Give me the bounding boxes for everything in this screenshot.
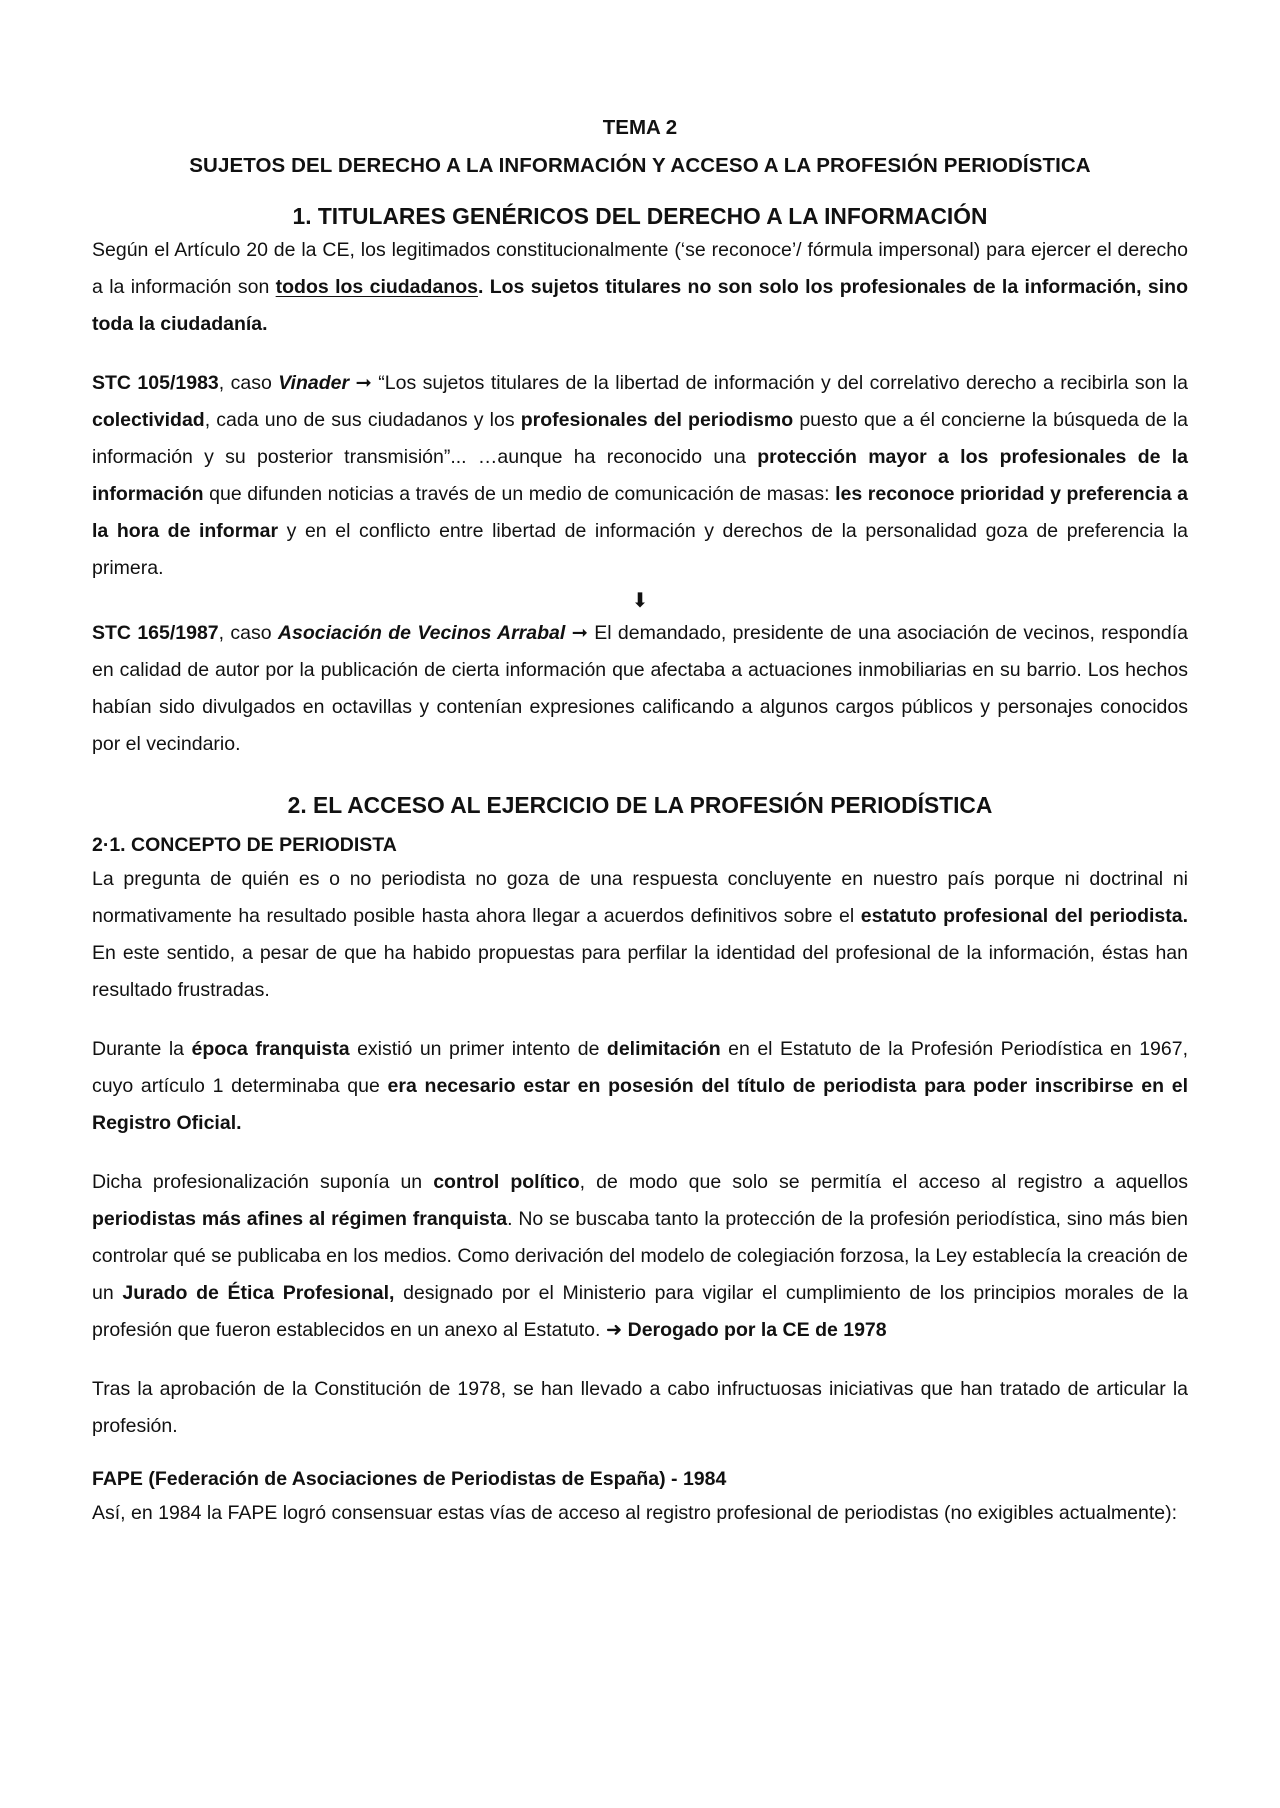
- paragraph-constitucion-1978: Tras la aprobación de la Constitución de 1978, se han llevado a cabo infructuosas iniciativas que han tratado de articular la profesión.: [92, 1378, 1188, 1437]
- case-reference: STC 165/1987: [92, 622, 219, 644]
- section-2-1-heading: 2·1. CONCEPTO DE PERIODISTA: [92, 834, 397, 856]
- document-title: TEMA 2: [602, 116, 678, 139]
- section-2-heading: 2. EL ACCESO AL EJERCICIO DE LA PROFESIÓN PERIODÍSTICA: [287, 792, 993, 818]
- paragraph-fape-1984: Así, en 1984 la FAPE logró consensuar estas vías de acceso al registro profesional de periodistas (no exigibles actualmente):: [92, 1502, 1178, 1524]
- emphasis-derogado: Derogado por la CE de 1978: [627, 1319, 887, 1341]
- emphasis-run: Jurado de Ética Profesional,: [122, 1282, 395, 1304]
- emphasis-todos-los-ciudadanos: todos los ciudadanos: [275, 276, 478, 298]
- emphasis-run: era necesario estar en posesión del título de periodista para poder inscribirse en el Registro Oficial.: [92, 1075, 1188, 1134]
- down-arrow-icon: ⬇: [631, 590, 649, 612]
- emphasis-run: estatuto profesional del periodista.: [860, 905, 1189, 927]
- emphasis-run: delimitación: [606, 1038, 721, 1060]
- paragraph-profesionalizacion: [92, 1164, 1188, 1349]
- section-1-heading: 1. TITULARES GENÉRICOS DEL DERECHO A LA INFORMACIÓN: [292, 203, 988, 229]
- document-page: [92, 112, 1188, 1532]
- paragraph-concepto: [92, 861, 1188, 1009]
- text-run: ➞ “Los sujetos titulares de la libertad de información y del correlativo derecho a recibirla son la: [349, 372, 1188, 394]
- emphasis-run: época franquista: [191, 1038, 350, 1060]
- text-run: Durante la: [92, 1038, 192, 1060]
- case-name: Asociación de Vecinos Arrabal: [277, 622, 566, 644]
- paragraph-article-20: [92, 232, 1188, 343]
- emphasis-run: profesionales del periodismo: [520, 409, 794, 431]
- case-name: Vinader: [278, 372, 350, 394]
- paragraph-epoca-franquista: [92, 1031, 1188, 1142]
- text-run: , caso: [218, 622, 278, 644]
- case-reference: STC 105/1983: [92, 372, 219, 394]
- text-run: puesto que a él concierne la búsqueda de la información y su posterior transmisión”... …aunque ha reconocido una: [92, 409, 1189, 468]
- text-run: , caso: [218, 372, 279, 394]
- emphasis-run: . Los sujetos titulares no son solo los profesionales de la información, sino toda la ciudadanía.: [92, 276, 1188, 335]
- text-run: que difunden noticias a través de un medio de comunicación de masas:: [203, 483, 836, 505]
- emphasis-run: control político: [433, 1171, 580, 1193]
- text-run: Según el Artículo 20 de la CE, los legitimados constitucionalmente (‘se reconoce’/ fórmula impersonal) para ejercer el derecho a la información son: [92, 239, 1188, 298]
- text-run: Dicha profesionalización suponía un: [92, 1171, 434, 1193]
- emphasis-run: les reconoce prioridad y preferencia a la hora de informar: [92, 483, 1188, 542]
- text-run: En este sentido, a pesar de que ha habido propuestas para perfilar la identidad del profesional de la información, éstas han resultado frustradas.: [92, 942, 1188, 1001]
- document-subtitle: SUJETOS DEL DERECHO A LA INFORMACIÓN Y ACCESO A LA PROFESIÓN PERIODÍSTICA: [189, 154, 1091, 177]
- paragraph-stc-165-1987: [92, 615, 1188, 763]
- text-run: y en el conflicto entre libertad de información y derechos de la personalidad goza de preferencia la primera.: [92, 520, 1188, 579]
- text-run: , de modo que solo se permitía el acceso al registro a aquellos: [579, 1171, 1189, 1193]
- emphasis-run: colectividad: [92, 409, 205, 431]
- paragraph-stc-105-1983: [92, 365, 1188, 587]
- text-run: ➞ El demandado, presidente de una asociación de vecinos, respondía en calidad de autor por la publicación de cierta información que afectaba a actuaciones inmobiliarias en su barrio. Los hechos habían sido divulgados en octavillas y contenían expresiones calificando a algunos cargos públicos y personajes conocidos por el vecindario.: [92, 622, 1188, 755]
- fape-heading: FAPE (Federación de Asociaciones de Periodistas de España) - 1984: [92, 1468, 727, 1490]
- text-run: existió un primer intento de: [349, 1038, 607, 1060]
- text-run: , cada uno de sus ciudadanos y los: [204, 409, 521, 431]
- text-run: La pregunta de quién es o no periodista no goza de una respuesta concluyente en nuestro país porque ni doctrinal ni normativamente ha resultado posible hasta ahora llegar a acuerdos definitivos sobre el: [92, 868, 1188, 927]
- text-run: designado por el Ministerio para vigilar el cumplimiento de los principios morales de la profesión que fueron establecidos en un anexo al Estatuto. ➜: [92, 1282, 1188, 1341]
- emphasis-run: periodistas más afines al régimen franquista: [92, 1208, 508, 1230]
- text-run: . No se buscaba tanto la protección de la profesión periodística, sino más bien controlar qué se publicaba en los medios. Como derivación del modelo de colegiación forzosa, la Ley establecía la creación de un: [92, 1208, 1189, 1304]
- emphasis-run: protección mayor a los profesionales de la información: [92, 446, 1188, 505]
- text-run: en el Estatuto de la Profesión Periodística en 1967, cuyo artículo 1 determinaba que: [92, 1038, 1188, 1097]
